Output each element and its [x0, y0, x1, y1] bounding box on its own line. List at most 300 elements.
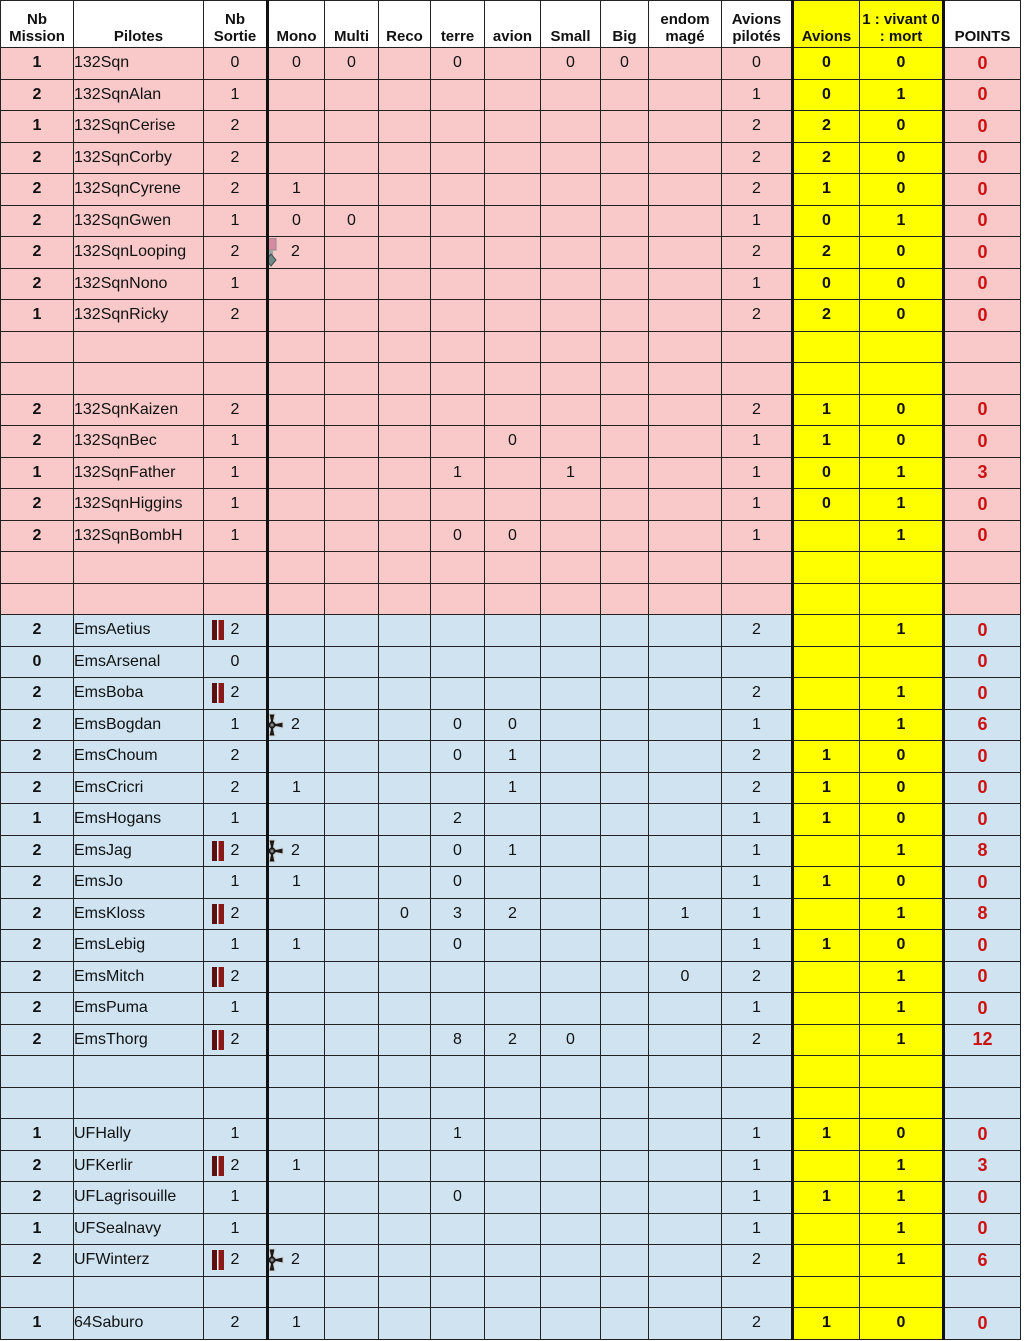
- cell-avions: [793, 1276, 860, 1308]
- cell-terre: [431, 993, 485, 1025]
- cell-small: [541, 835, 601, 867]
- cell-avion: 0: [485, 709, 541, 741]
- cell-points: 0: [944, 930, 1021, 962]
- cell-endommage: [649, 79, 722, 111]
- header-mission: Nb Mission: [1, 1, 74, 48]
- ribbon-bar-icon: [212, 620, 224, 640]
- cell-multi: [325, 1087, 379, 1119]
- cell-pilote: EmsCricri: [74, 772, 204, 804]
- cell-pilote: 132SqnCerise: [74, 111, 204, 143]
- cell-endommage: [649, 1024, 722, 1056]
- cell-endommage: [649, 1150, 722, 1182]
- cell-reco: [379, 363, 431, 395]
- cell-pilote: UFHally: [74, 1119, 204, 1151]
- cell-sortie: 1: [204, 1213, 268, 1245]
- cell-small: [541, 615, 601, 647]
- cell-mono: [268, 394, 325, 426]
- cell-points: 0: [944, 678, 1021, 710]
- cell-mission: 1: [1, 300, 74, 332]
- cell-mission: 1: [1, 1308, 74, 1340]
- table-row: [1, 1182, 1021, 1214]
- cell-sortie: 2: [204, 174, 268, 206]
- cell-mission: 1: [1, 457, 74, 489]
- cell-avions-pilotes: 2: [722, 772, 793, 804]
- cell-mission: 1: [1, 111, 74, 143]
- cell-avions: 2: [793, 300, 860, 332]
- header-avion: avion: [485, 1, 541, 48]
- cell-avions: [793, 835, 860, 867]
- cell-big: [601, 426, 649, 458]
- cell-avions-pilotes: 2: [722, 142, 793, 174]
- cell-vivant: 0: [860, 426, 944, 458]
- cell-small: [541, 930, 601, 962]
- cell-vivant: 1: [860, 709, 944, 741]
- cell-mono-value: 2: [291, 841, 300, 859]
- cell-small: [541, 489, 601, 521]
- cell-endommage: [649, 237, 722, 269]
- cell-sortie: [204, 1087, 268, 1119]
- table-row: [1, 142, 1021, 174]
- cell-avions-pilotes: 1: [722, 79, 793, 111]
- cell-pilote: EmsPuma: [74, 993, 204, 1025]
- cell-sortie: 2: [204, 678, 268, 710]
- cell-mono: [268, 520, 325, 552]
- cell-pilote: 132SqnRicky: [74, 300, 204, 332]
- table-row: [1, 678, 1021, 710]
- cell-points: [944, 1056, 1021, 1088]
- cell-avion: 1: [485, 741, 541, 773]
- cell-avions-pilotes: 2: [722, 615, 793, 647]
- cell-multi: [325, 300, 379, 332]
- cell-mono-value: 1: [292, 1314, 301, 1332]
- cell-small: [541, 79, 601, 111]
- cell-mission: [1, 331, 74, 363]
- cell-mono-value: 0: [292, 54, 301, 72]
- cell-reco: [379, 489, 431, 521]
- cell-reco: [379, 1150, 431, 1182]
- cell-avions: 1: [793, 1119, 860, 1151]
- cell-multi: [325, 772, 379, 804]
- cell-vivant: [860, 1087, 944, 1119]
- cell-vivant: [860, 583, 944, 615]
- cell-mission: [1, 1087, 74, 1119]
- cell-sortie: [204, 1056, 268, 1088]
- table-row: [1, 898, 1021, 930]
- cell-mission: [1, 552, 74, 584]
- cell-terre: [431, 1150, 485, 1182]
- cell-vivant: [860, 1276, 944, 1308]
- cell-multi: [325, 898, 379, 930]
- cell-pilote: 132SqnBombH: [74, 520, 204, 552]
- cell-avion: [485, 961, 541, 993]
- cell-pilote: [74, 331, 204, 363]
- cell-multi: [325, 1276, 379, 1308]
- cell-terre: [431, 1245, 485, 1277]
- cell-sortie: 2: [204, 111, 268, 143]
- cell-pilote: [74, 1087, 204, 1119]
- table-row: [1, 520, 1021, 552]
- cell-sortie: 1: [204, 867, 268, 899]
- cell-pilote: EmsLebig: [74, 930, 204, 962]
- cell-vivant: [860, 363, 944, 395]
- cell-vivant: 0: [860, 174, 944, 206]
- cell-avions-pilotes: 1: [722, 520, 793, 552]
- cell-reco: [379, 1087, 431, 1119]
- cell-sortie: [204, 583, 268, 615]
- cell-avions: 1: [793, 930, 860, 962]
- cell-avion: [485, 930, 541, 962]
- cell-points: [944, 363, 1021, 395]
- cell-mission: 2: [1, 489, 74, 521]
- cell-avions-pilotes: 1: [722, 709, 793, 741]
- cell-big: [601, 646, 649, 678]
- cell-mission: [1, 1276, 74, 1308]
- cell-vivant: [860, 552, 944, 584]
- cell-avion: [485, 804, 541, 836]
- cell-big: [601, 111, 649, 143]
- cell-reco: [379, 1119, 431, 1151]
- cell-terre: 0: [431, 520, 485, 552]
- header-small: Small: [541, 1, 601, 48]
- cell-mono-value: 1: [292, 1156, 301, 1174]
- cell-points: [944, 1087, 1021, 1119]
- cell-avions-pilotes: 2: [722, 961, 793, 993]
- cell-small: [541, 804, 601, 836]
- cell-reco: [379, 1213, 431, 1245]
- cell-mono: [268, 741, 325, 773]
- cell-reco: [379, 961, 431, 993]
- cell-points: 0: [944, 993, 1021, 1025]
- cell-small: [541, 583, 601, 615]
- cell-multi: [325, 111, 379, 143]
- cell-avion: [485, 1213, 541, 1245]
- cell-endommage: [649, 457, 722, 489]
- cell-points: 0: [944, 237, 1021, 269]
- cell-pilote: EmsMitch: [74, 961, 204, 993]
- cell-pilote: EmsAetius: [74, 615, 204, 647]
- table-row: [1, 1024, 1021, 1056]
- table-row: [1, 79, 1021, 111]
- cell-points: 0: [944, 741, 1021, 773]
- cell-reco: [379, 709, 431, 741]
- cell-terre: [431, 268, 485, 300]
- cell-endommage: [649, 489, 722, 521]
- cell-terre: [431, 489, 485, 521]
- cell-big: [601, 268, 649, 300]
- cell-mission: 2: [1, 961, 74, 993]
- cell-multi: [325, 1024, 379, 1056]
- cell-pilote: [74, 363, 204, 395]
- cell-vivant: 1: [860, 457, 944, 489]
- cell-terre: [431, 426, 485, 458]
- cell-small: [541, 678, 601, 710]
- cell-multi: [325, 1119, 379, 1151]
- cell-reco: [379, 1245, 431, 1277]
- cell-sortie: 0: [204, 48, 268, 80]
- cell-avion: [485, 79, 541, 111]
- cell-mono: [268, 1182, 325, 1214]
- cell-pilote: 132SqnFather: [74, 457, 204, 489]
- cell-mono-value: 1: [292, 873, 301, 891]
- cell-big: [601, 1182, 649, 1214]
- iron-cross-icon: [268, 713, 285, 737]
- cell-avions: [793, 363, 860, 395]
- cell-mono: [268, 1245, 325, 1277]
- cell-mission: 2: [1, 237, 74, 269]
- cell-avions: 1: [793, 174, 860, 206]
- cell-small: [541, 394, 601, 426]
- cell-avions: [793, 1245, 860, 1277]
- cell-reco: [379, 1024, 431, 1056]
- cell-avions: [793, 583, 860, 615]
- cell-avions: [793, 520, 860, 552]
- cell-multi: [325, 741, 379, 773]
- cell-vivant: [860, 331, 944, 363]
- cell-endommage: [649, 1119, 722, 1151]
- header-row: [1, 1, 1021, 48]
- cell-reco: [379, 111, 431, 143]
- cell-vivant: 0: [860, 111, 944, 143]
- cell-avion: [485, 867, 541, 899]
- cell-points: 0: [944, 489, 1021, 521]
- cell-reco: [379, 142, 431, 174]
- cell-endommage: [649, 520, 722, 552]
- cell-reco: [379, 1056, 431, 1088]
- cell-avion: 1: [485, 835, 541, 867]
- table-row: [1, 930, 1021, 962]
- cell-avions: 1: [793, 804, 860, 836]
- cell-vivant: [860, 646, 944, 678]
- cell-terre: 0: [431, 48, 485, 80]
- cell-pilote: 132SqnNono: [74, 268, 204, 300]
- cell-big: [601, 930, 649, 962]
- cell-pilote: UFWinterz: [74, 1245, 204, 1277]
- cell-small: [541, 709, 601, 741]
- cell-reco: [379, 79, 431, 111]
- cell-endommage: [649, 835, 722, 867]
- table-row: [1, 772, 1021, 804]
- cell-vivant: 0: [860, 300, 944, 332]
- cell-big: [601, 835, 649, 867]
- cell-big: [601, 898, 649, 930]
- cell-avions-pilotes: 1: [722, 1150, 793, 1182]
- cell-avions: [793, 1150, 860, 1182]
- cell-avion: [485, 993, 541, 1025]
- cell-mission: 2: [1, 268, 74, 300]
- cell-sortie: 1: [204, 520, 268, 552]
- cell-terre: 0: [431, 741, 485, 773]
- cell-reco: [379, 804, 431, 836]
- cell-multi: [325, 1056, 379, 1088]
- cell-mission: 2: [1, 426, 74, 458]
- cell-points: 8: [944, 898, 1021, 930]
- cell-reco: [379, 552, 431, 584]
- cell-terre: [431, 142, 485, 174]
- cell-terre: 2: [431, 804, 485, 836]
- cell-mono-value: 1: [292, 180, 301, 198]
- cell-avions-pilotes: 1: [722, 804, 793, 836]
- cell-mono: [268, 552, 325, 584]
- cell-avions-pilotes: 2: [722, 1024, 793, 1056]
- cell-mission: 2: [1, 772, 74, 804]
- cell-big: [601, 1213, 649, 1245]
- cell-points: 0: [944, 394, 1021, 426]
- table-row: [1, 835, 1021, 867]
- cell-points: 8: [944, 835, 1021, 867]
- cell-pilote: EmsArsenal: [74, 646, 204, 678]
- cell-points: [944, 583, 1021, 615]
- cell-mission: 1: [1, 1213, 74, 1245]
- cell-terre: [431, 394, 485, 426]
- table-row: [1, 363, 1021, 395]
- cell-avion: [485, 174, 541, 206]
- header-mono: Mono: [268, 1, 325, 48]
- cell-points: 0: [944, 646, 1021, 678]
- cell-vivant: [860, 1056, 944, 1088]
- cell-multi: [325, 993, 379, 1025]
- cell-terre: 3: [431, 898, 485, 930]
- cell-reco: [379, 583, 431, 615]
- cell-vivant: 1: [860, 79, 944, 111]
- cell-points: 6: [944, 709, 1021, 741]
- table-row: [1, 1150, 1021, 1182]
- cell-mission: 2: [1, 1182, 74, 1214]
- cell-pilote: 64Saburo: [74, 1308, 204, 1340]
- table-body: [1, 48, 1021, 1340]
- cell-points: 0: [944, 174, 1021, 206]
- cell-mono: [268, 678, 325, 710]
- cell-endommage: [649, 993, 722, 1025]
- cell-mono-value: 2: [291, 715, 300, 733]
- cell-mono: [268, 79, 325, 111]
- cell-terre: [431, 583, 485, 615]
- cell-multi: [325, 1150, 379, 1182]
- cell-avions-pilotes: 1: [722, 1119, 793, 1151]
- cell-small: [541, 174, 601, 206]
- cell-vivant: 0: [860, 867, 944, 899]
- cell-small: [541, 1056, 601, 1088]
- table-row: [1, 709, 1021, 741]
- cell-avions-pilotes: [722, 646, 793, 678]
- cell-reco: [379, 867, 431, 899]
- cell-sortie: 1: [204, 489, 268, 521]
- cell-multi: [325, 237, 379, 269]
- cell-sortie: 2: [204, 237, 268, 269]
- table-row: [1, 331, 1021, 363]
- cell-mono: [268, 1308, 325, 1340]
- cell-big: [601, 1245, 649, 1277]
- cell-big: [601, 174, 649, 206]
- cell-avion: [485, 268, 541, 300]
- cell-endommage: [649, 1308, 722, 1340]
- cell-avions-pilotes: 1: [722, 867, 793, 899]
- cell-multi: [325, 583, 379, 615]
- cell-small: [541, 111, 601, 143]
- table-row: [1, 615, 1021, 647]
- cell-points: 3: [944, 457, 1021, 489]
- cell-vivant: 0: [860, 268, 944, 300]
- cell-reco: [379, 772, 431, 804]
- cell-terre: [431, 363, 485, 395]
- cell-vivant: 1: [860, 993, 944, 1025]
- cell-endommage: [649, 804, 722, 836]
- cell-sortie: 2: [204, 142, 268, 174]
- cell-reco: [379, 300, 431, 332]
- cell-multi: [325, 1182, 379, 1214]
- cell-big: [601, 520, 649, 552]
- cell-pilote: EmsThorg: [74, 1024, 204, 1056]
- cell-mono-value: 2: [291, 243, 300, 261]
- cell-mono: [268, 1150, 325, 1182]
- cell-avions-pilotes: [722, 1087, 793, 1119]
- cell-mission: 2: [1, 142, 74, 174]
- cell-mission: 1: [1, 804, 74, 836]
- cell-small: [541, 867, 601, 899]
- cell-avion: [485, 646, 541, 678]
- cell-avion: 1: [485, 772, 541, 804]
- cell-pilote: 132SqnCorby: [74, 142, 204, 174]
- cell-multi: [325, 394, 379, 426]
- cell-terre: [431, 174, 485, 206]
- cell-mono: [268, 646, 325, 678]
- cell-endommage: [649, 363, 722, 395]
- cell-big: [601, 583, 649, 615]
- cell-big: [601, 237, 649, 269]
- cell-endommage: [649, 930, 722, 962]
- cell-vivant: 0: [860, 394, 944, 426]
- cell-sortie: 1: [204, 268, 268, 300]
- cell-avion: [485, 1119, 541, 1151]
- table-row: [1, 1276, 1021, 1308]
- cell-small: 1: [541, 457, 601, 489]
- cell-avions-pilotes: 2: [722, 678, 793, 710]
- cell-small: [541, 1308, 601, 1340]
- cell-avion: [485, 111, 541, 143]
- cell-big: [601, 961, 649, 993]
- cell-endommage: [649, 772, 722, 804]
- cell-terre: [431, 331, 485, 363]
- cell-small: [541, 205, 601, 237]
- cell-avions: 1: [793, 867, 860, 899]
- cell-pilote: UFLagrisouille: [74, 1182, 204, 1214]
- cell-sortie: 2: [204, 741, 268, 773]
- cell-small: [541, 426, 601, 458]
- cell-avions: [793, 709, 860, 741]
- cell-avions-pilotes: 2: [722, 1245, 793, 1277]
- cell-points: 12: [944, 1024, 1021, 1056]
- cell-endommage: [649, 111, 722, 143]
- cell-big: [601, 489, 649, 521]
- cell-pilote: EmsKloss: [74, 898, 204, 930]
- cell-vivant: 0: [860, 741, 944, 773]
- cell-small: [541, 961, 601, 993]
- cell-multi: [325, 867, 379, 899]
- header-avions-pilotes: Avions pilotés: [722, 1, 793, 48]
- cell-avion: [485, 615, 541, 647]
- cell-avion: [485, 1087, 541, 1119]
- cell-reco: [379, 678, 431, 710]
- cell-reco: [379, 520, 431, 552]
- cell-avion: 0: [485, 520, 541, 552]
- cell-endommage: [649, 48, 722, 80]
- cell-vivant: 1: [860, 615, 944, 647]
- cell-mono: [268, 331, 325, 363]
- cell-avion: [485, 1150, 541, 1182]
- cell-small: [541, 1276, 601, 1308]
- cell-vivant: 0: [860, 1119, 944, 1151]
- cell-points: 0: [944, 142, 1021, 174]
- cell-vivant: 0: [860, 48, 944, 80]
